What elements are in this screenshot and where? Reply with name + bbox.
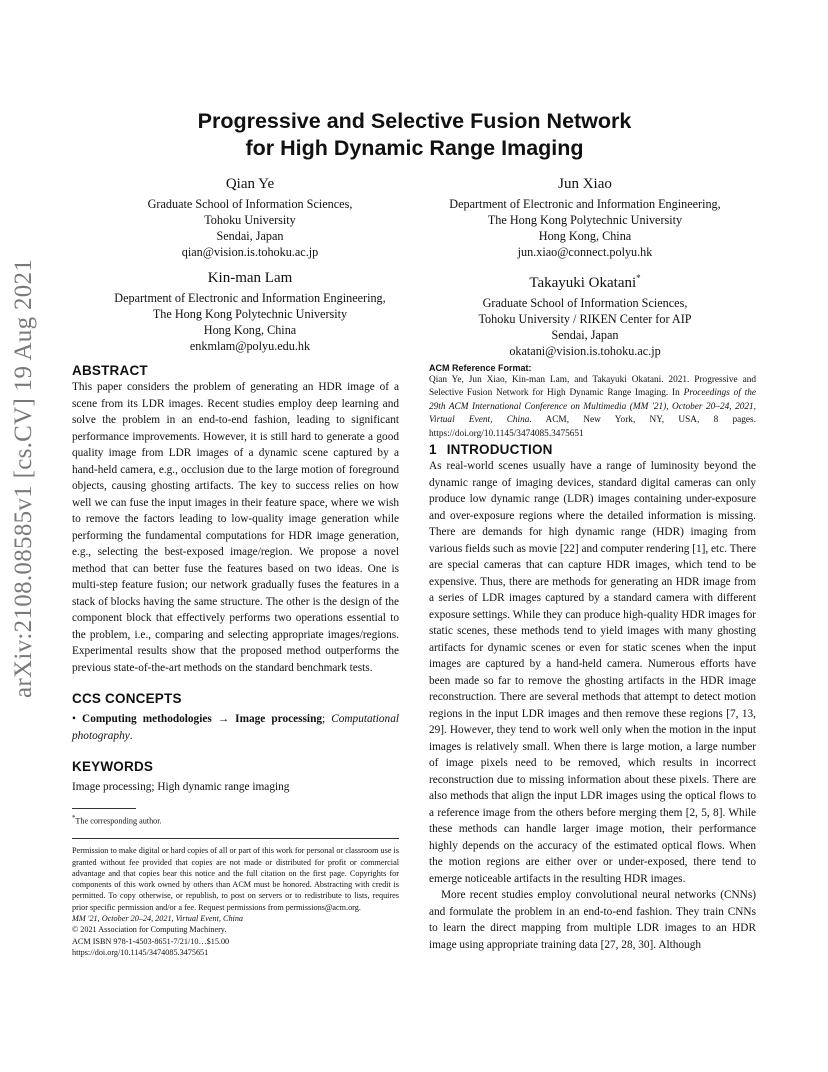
footnote-rule (72, 808, 136, 809)
left-column (72, 362, 399, 958)
corresponding-author-mark: * (636, 273, 641, 283)
doi-link[interactable]: https://doi.org/10.1145/3474085.3475651 (72, 947, 209, 957)
keywords-text: Image processing; High dynamic range imaging (72, 781, 290, 793)
author-affiliation: Tohoku University (204, 213, 296, 227)
acm-reference-plain: Qian Ye, Jun Xiao, Kin-man Lam, and Takayuki Okatani. 2021. Progressive and Selective Fusion Network for High Dynamic Range Imaging. In (429, 375, 756, 399)
author-email: okatani@vision.is.tohoku.ac.jp (509, 344, 661, 358)
right-column (429, 362, 756, 953)
permission-rule (72, 838, 399, 839)
arxiv-identifier: arXiv:2108.08585v1 [cs.CV] 19 Aug 2021 (10, 258, 37, 698)
author-affiliation: Tohoku University / RIKEN Center for AIP (478, 312, 692, 326)
author-name: Qian Ye (225, 176, 275, 192)
author-name-text: Takayuki Okatani (529, 275, 637, 291)
footnote (72, 813, 399, 827)
author-block (80, 268, 420, 354)
permission-notice: Permission to make digital or hard copies of all or part of this work for personal or classroom use is granted without fee provided that copies are not made or distributed for profit or commercial advantage and that copies bear this notice and the full citation on the first page. Copyrights for components of this work owned by others than ACM must be honored. Abstracting with credit is permitted. To copy otherwise, or republish, to post on servers or to redistribute to lists, requires prior specific permission and/or a fee. Request permissions from permissions@acm.org. (72, 846, 399, 912)
author-email: jun.xiao@connect.polyu.hk (517, 245, 653, 259)
author-affiliation: Department of Electronic and Information Engineering, (114, 291, 386, 305)
title-line-2: for High Dynamic Range Imaging (245, 136, 584, 160)
ccs-bullet: • (72, 713, 76, 725)
isbn-line: ACM ISBN 978-1-4503-8651-7/21/10…$15.00 (72, 936, 230, 946)
acm-reference-heading: ACM Reference Format: (429, 363, 532, 373)
ccs-bold: Computing methodologies → Image processing (82, 713, 322, 725)
keywords (72, 758, 399, 796)
ccs-separator: ; (322, 713, 332, 725)
footnote-text: The corresponding author. (75, 816, 162, 826)
author-affiliation: Graduate School of Information Sciences, (147, 197, 353, 211)
author-location: Sendai, Japan (551, 328, 619, 342)
author-block (80, 174, 420, 260)
author-location: Hong Kong, China (203, 323, 297, 337)
author-affiliation: Graduate School of Information Sciences, (482, 296, 688, 310)
author-location: Sendai, Japan (216, 229, 284, 243)
ccs-heading: CCS CONCEPTS (72, 691, 182, 706)
title-line-1: Progressive and Selective Fusion Network (197, 109, 632, 133)
ccs-end: . (129, 729, 133, 742)
author-block (415, 174, 755, 260)
footnote-mark: * (72, 814, 76, 822)
acm-reference-text (429, 374, 756, 441)
author-email: qian@vision.is.tohoku.ac.jp (181, 245, 319, 259)
keywords-heading: KEYWORDS (72, 759, 154, 774)
acm-reference-tail: ACM, New York, NY, USA, 8 pages. https://doi.org/10.1145/3474085.3475651 (429, 415, 756, 439)
paper-title (72, 108, 757, 162)
author-affiliation: The Hong Kong Polytechnic University (487, 213, 683, 227)
ccs-concepts (72, 690, 399, 744)
author-affiliation: Department of Electronic and Information Engineering, (449, 197, 721, 211)
author-affiliation: The Hong Kong Polytechnic University (152, 307, 348, 321)
introduction-heading (429, 441, 756, 458)
author-name (415, 268, 755, 293)
acm-reference-italic: Proceedings of the 29th ACM International Conference on Multimedia (MM '21), October 20–24, 2021, Virtual Event, China. (429, 388, 756, 426)
ccs-italic: Computational photography (72, 713, 399, 742)
section-number: 1 (429, 442, 437, 458)
author-block (415, 268, 755, 359)
author-location: Hong Kong, China (538, 229, 632, 243)
venue-line: MM '21, October 20–24, 2021, Virtual Event, China (72, 914, 244, 924)
author-email: enkmlam@polyu.edu.hk (189, 339, 311, 353)
abstract-text: This paper considers the problem of generating an HDR image of a scene from its LDR images. Recent studies employ deep learning and solve the problem in an end-to-end fashion, leading to significant performance improvements. However, it is still hard to generate a good quality image from LDR images of a dynamic scene captured by a hand-held camera, e.g., occlusion due to the large motion of foreground objects, causing ghosting artifacts. The key to success relies on how well we can fuse the input images in their feature space, where we wish to remove the factors leading to low-quality image generation while performing the fundamental computations for HDR image generation, e.g., selecting the best-exposed image/region. We propose a novel method that can better fuse the features based on two ideas. One is multi-step feature fusion; our network gradually fuses the features in a stack of blocks having the same structure. The other is the design of the component block that effectively performs two operations essential to the problem, i.e., comparing and selecting appropriate images/regions. Experimental results show that the proposed method outperforms the previous state-of-the-art methods on the standard benchmark tests. (72, 381, 399, 674)
ccs-text (72, 711, 399, 744)
intro-paragraph-1: As real-world scenes usually have a range of luminosity beyond the dynamic range of imaging devices, standard digital cameras can only produce low dynamic range (LDR) images containing under-exposure and over-exposure regions where the detailed information is missing. There are demands for high dynamic range (HDR) imaging from various fields such as movie [22] and computer rendering [1], etc. There are special cameras that can capture HDR images, which tend to be expensive. Thus, there are methods for generating an HDR image from a series of LDR images captured by a standard camera with different exposure settings. While they can produce high-quality HDR images for static scenes, these methods tend to yield images with many ghosting artifacts for dynamic scenes or even for static scenes when the input images are captured by a hand-held camera. Numerous efforts have been made so far to remove the ghosting artifacts in the HDR image reconstruction. There are several methods that attempt to detect motion regions in the input LDR images and then remove these regions [7, 13, 29]. However, they tend to work well only when the motion in the input images is relatively small. When there is large motion, a large number of image pixels need to be removed, which results in incorrect reconstruction due to missing information about these pixels. There are also methods that align the input LDR images using the optical flows to a reference image from the others before merging them [2, 5, 8]. While these methods can handle larger image motion, their performance highly depends on the accuracy of the estimated optical flows. When the motion regions are either over or under-exposed, there tend to emerge noticeable artifacts in the resulting HDR images. (429, 460, 756, 885)
author-name: Jun Xiao (558, 176, 612, 192)
intro-paragraph-2: More recent studies employ convolutional neural networks (CNNs) and formulate the problem in an end-to-end fashion. They train CNNs to learn the direct mapping from multiple LDR images to an HDR image using appropriate training data [27, 28, 30]. Although (429, 889, 756, 951)
abstract-heading: ABSTRACT (72, 363, 148, 378)
section-title: INTRODUCTION (446, 442, 553, 458)
author-name: Kin-man Lam (207, 270, 293, 286)
copyright-line: © 2021 Association for Computing Machinery. (72, 925, 227, 935)
